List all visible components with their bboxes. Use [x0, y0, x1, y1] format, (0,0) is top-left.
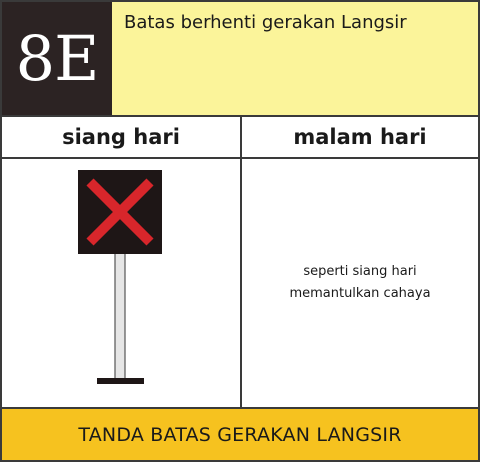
night-description-line2: memantulkan cahaya	[289, 286, 431, 301]
header	[2, 2, 478, 117]
sign-code: 8E	[15, 21, 99, 95]
day-column-header	[2, 117, 242, 159]
day-label: siang hari	[62, 125, 180, 149]
night-description	[289, 261, 430, 305]
shunting-stop-sign-illustration	[2, 159, 240, 407]
sign-title: Batas berhenti gerakan Langsir	[124, 12, 407, 33]
night-column-body	[242, 159, 478, 407]
night-label: malam hari	[293, 125, 427, 149]
sign-pole	[115, 253, 125, 379]
day-column-body	[2, 159, 242, 407]
night-column-header	[242, 117, 478, 159]
title-box	[112, 2, 478, 115]
footer-caption-bar	[2, 407, 478, 460]
sign-base	[97, 378, 144, 384]
night-description-line1: seperti siang hari	[303, 264, 417, 279]
footer-caption: TANDA BATAS GERAKAN LANGSIR	[78, 423, 402, 446]
sign-code-box	[2, 2, 112, 115]
